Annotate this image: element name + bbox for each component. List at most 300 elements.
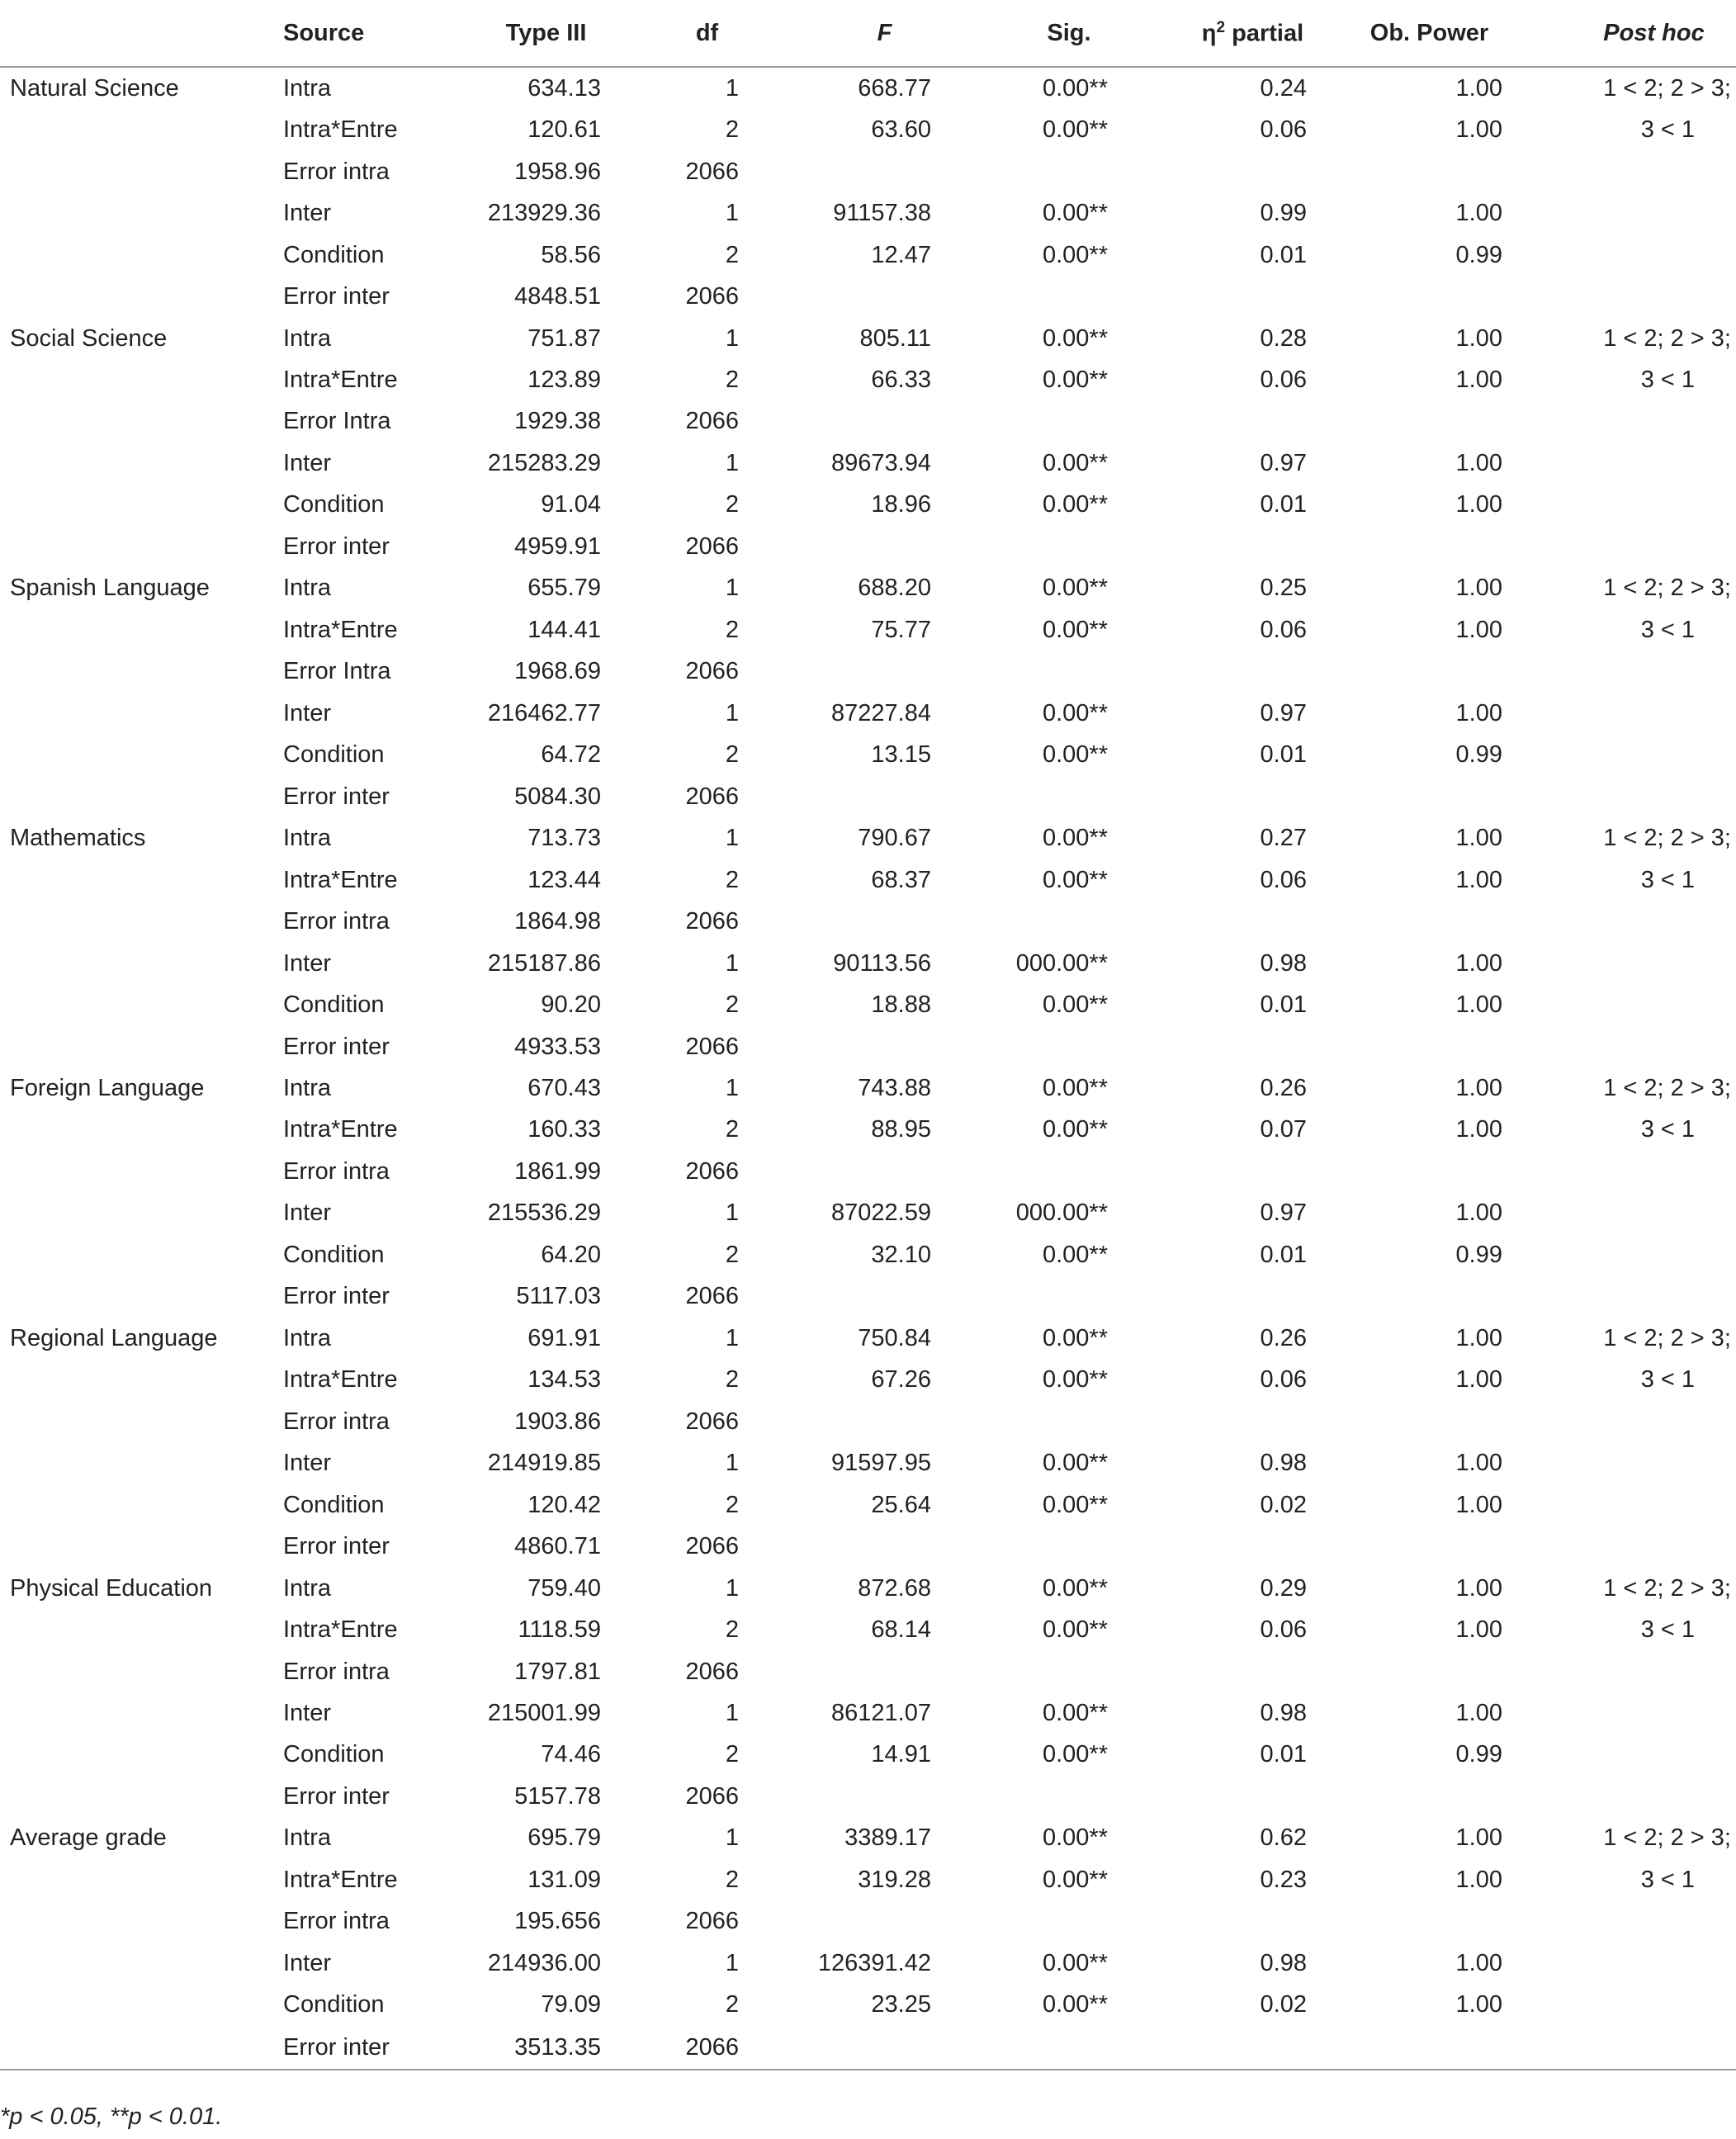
sig-cell — [931, 1651, 1108, 1692]
source-cell: Intra — [283, 1574, 332, 1602]
observed-power-cell — [1307, 1401, 1502, 1442]
observed-power-cell: 1.00 — [1455, 1866, 1502, 1893]
observed-power-cell: 1.00 — [1455, 200, 1502, 227]
type-iii-cell: 120.61 — [527, 116, 601, 144]
eta-partial-cell — [1108, 901, 1307, 942]
subject-cell — [0, 609, 283, 651]
eta-partial-cell: 0.28 — [1260, 324, 1307, 352]
subject-cell — [0, 1193, 283, 1234]
eta-partial-cell: 0.06 — [1260, 1616, 1307, 1644]
sig-cell: 0.00** — [1042, 200, 1108, 227]
df-cell: 1 — [725, 825, 739, 852]
df-cell: 1 — [725, 74, 739, 102]
source-cell: Condition — [283, 741, 385, 769]
subject-cell — [0, 859, 283, 901]
header-eta-partial — [1108, 0, 1307, 67]
source-cell: Intra — [283, 324, 332, 352]
header-subject — [0, 0, 283, 67]
table-row — [0, 526, 1736, 567]
df-cell: 2066 — [685, 908, 739, 935]
table-row — [0, 109, 1736, 150]
post-hoc-cell — [1502, 1442, 1736, 1484]
table-row — [0, 1859, 1736, 1900]
observed-power-cell: 1.00 — [1455, 616, 1502, 643]
post-hoc-cell — [1502, 1818, 1736, 1859]
f-cell: 90113.56 — [833, 949, 931, 977]
source-cell: Error intra — [283, 1908, 390, 1935]
sig-cell: 0.00** — [1042, 699, 1108, 726]
observed-power-cell: 1.00 — [1455, 74, 1502, 102]
eta-partial-cell: 0.98 — [1260, 1700, 1307, 1727]
sig-cell: 0.00** — [1042, 825, 1108, 852]
post-hoc-cell — [1502, 318, 1736, 359]
df-cell: 1 — [725, 575, 739, 602]
type-iii-cell: 213929.36 — [487, 200, 601, 227]
subject-cell — [0, 1401, 283, 1442]
source-cell: Condition — [283, 241, 385, 268]
post-hoc-cell — [1502, 817, 1736, 859]
table-row — [0, 1985, 1736, 2026]
df-cell: 2 — [725, 1616, 739, 1644]
f-cell — [739, 1901, 931, 1943]
post-hoc-cell — [1502, 359, 1736, 400]
post-hoc-line-2: 3 < 1 — [1640, 616, 1695, 643]
eta-partial-cell — [1108, 526, 1307, 567]
header-type-iii: Type III — [409, 0, 601, 67]
table-footnote: *p < 0.05, **p < 0.01. — [0, 2104, 223, 2130]
df-cell: 2066 — [685, 1533, 739, 1560]
source-cell: Error intra — [283, 908, 390, 935]
df-cell: 2 — [725, 491, 739, 518]
f-cell: 14.91 — [871, 1741, 931, 1768]
df-cell: 2066 — [685, 532, 739, 560]
type-iii-cell: 1861.99 — [514, 1157, 601, 1185]
sig-cell — [931, 1151, 1108, 1192]
table-row — [0, 1734, 1736, 1776]
df-cell: 2066 — [685, 658, 739, 685]
post-hoc-cell — [1502, 1360, 1736, 1401]
table-row — [0, 318, 1736, 359]
source-cell: Condition — [283, 1491, 385, 1518]
eta-partial-cell — [1108, 151, 1307, 192]
subject-cell — [0, 1734, 283, 1776]
source-cell: Inter — [283, 1700, 332, 1727]
f-cell — [739, 1526, 931, 1567]
source-cell: Error Intra — [283, 408, 391, 435]
type-iii-cell: 1968.69 — [514, 658, 601, 685]
sig-cell: 0.00** — [1042, 575, 1108, 602]
df-cell: 2066 — [685, 408, 739, 435]
type-iii-cell: 5157.78 — [514, 1782, 601, 1810]
eta-partial-cell: 0.97 — [1260, 699, 1307, 726]
eta-partial-cell: 0.26 — [1260, 1074, 1307, 1101]
post-hoc-line-2: 3 < 1 — [1640, 1116, 1695, 1143]
table-row — [0, 1151, 1736, 1192]
header-post-hoc: Post hoc — [1502, 0, 1736, 67]
f-cell — [739, 1776, 931, 1817]
table-row — [0, 901, 1736, 942]
eta-partial-cell: 0.01 — [1260, 1241, 1307, 1268]
f-cell: 23.25 — [871, 1991, 931, 2018]
subject-cell — [0, 943, 283, 984]
source-cell: Intra — [283, 1324, 332, 1351]
observed-power-cell — [1307, 276, 1502, 317]
type-iii-cell: 90.20 — [541, 991, 601, 1019]
post-hoc-line-2: 3 < 1 — [1640, 367, 1695, 394]
f-cell — [739, 151, 931, 192]
eta-partial-cell: 0.06 — [1260, 1366, 1307, 1394]
f-cell — [739, 901, 931, 942]
sig-cell — [931, 1401, 1108, 1442]
header-df: df — [601, 0, 739, 67]
source-cell: Intra*Entre — [283, 1616, 398, 1644]
df-cell: 1 — [725, 200, 739, 227]
subject-cell: Natural Science — [10, 74, 179, 102]
subject-cell — [0, 1151, 283, 1192]
df-cell: 1 — [725, 1574, 739, 1602]
table-row — [0, 943, 1736, 984]
subject-cell — [0, 693, 283, 734]
table-row — [0, 1067, 1736, 1109]
subject-cell: Social Science — [10, 324, 168, 352]
df-cell: 1 — [725, 1324, 739, 1351]
type-iii-cell: 58.56 — [541, 241, 601, 268]
table-row — [0, 1234, 1736, 1275]
df-cell: 2 — [725, 1866, 739, 1893]
type-iii-cell: 120.42 — [527, 1491, 601, 1518]
subject-cell — [0, 276, 283, 317]
f-cell: 18.96 — [871, 491, 931, 518]
df-cell: 1 — [725, 1450, 739, 1477]
type-iii-cell: 64.72 — [541, 741, 601, 769]
subject-cell — [0, 151, 283, 192]
post-hoc-cell — [1502, 1401, 1736, 1442]
sig-cell: 000.00** — [1015, 1200, 1108, 1227]
sig-cell: 0.00** — [1042, 1116, 1108, 1143]
df-cell: 2066 — [685, 1782, 739, 1810]
observed-power-cell: 0.99 — [1455, 241, 1502, 268]
post-hoc-cell — [1502, 67, 1736, 109]
table-row — [0, 1818, 1736, 1859]
eta-partial-cell: 0.01 — [1260, 491, 1307, 518]
eta-partial-cell: 0.01 — [1260, 991, 1307, 1019]
subject-cell — [0, 1859, 283, 1900]
sig-cell: 0.00** — [1042, 74, 1108, 102]
subject-cell — [0, 1985, 283, 2026]
eta-partial-cell: 0.25 — [1260, 575, 1307, 602]
type-iii-cell: 1118.59 — [518, 1616, 601, 1644]
post-hoc-cell — [1502, 735, 1736, 776]
table-row — [0, 1193, 1736, 1234]
type-iii-cell: 64.20 — [541, 1241, 601, 1268]
subject-cell — [0, 1026, 283, 1067]
f-cell: 743.88 — [858, 1074, 931, 1101]
type-iii-cell: 214919.85 — [487, 1450, 601, 1477]
observed-power-cell — [1307, 776, 1502, 817]
observed-power-cell: 1.00 — [1455, 1450, 1502, 1477]
sig-cell: 0.00** — [1042, 1949, 1108, 1976]
observed-power-cell — [1307, 1901, 1502, 1943]
type-iii-cell: 4848.51 — [514, 283, 601, 310]
df-cell: 2 — [725, 241, 739, 268]
subject-cell — [0, 192, 283, 234]
subject-cell — [0, 401, 283, 442]
sig-cell: 0.00** — [1042, 1491, 1108, 1518]
subject-cell — [0, 776, 283, 817]
eta-partial-cell — [1108, 401, 1307, 442]
eta-partial-cell — [1108, 1276, 1307, 1318]
post-hoc-cell — [1502, 1234, 1736, 1275]
df-cell: 2 — [725, 116, 739, 144]
type-iii-cell: 1929.38 — [514, 408, 601, 435]
sig-cell: 0.00** — [1042, 1074, 1108, 1101]
observed-power-cell — [1307, 1276, 1502, 1318]
f-cell — [739, 1651, 931, 1692]
sig-cell — [931, 1526, 1108, 1567]
observed-power-cell: 1.00 — [1455, 1616, 1502, 1644]
f-cell — [739, 526, 931, 567]
table-row — [0, 1526, 1736, 1567]
post-hoc-line-1: 1 < 2; 2 > 3; — [1603, 825, 1731, 852]
source-cell: Intra*Entre — [283, 1866, 398, 1893]
post-hoc-cell — [1502, 568, 1736, 609]
source-cell: Intra*Entre — [283, 866, 398, 893]
eta-partial-cell: 0.97 — [1260, 449, 1307, 476]
observed-power-cell — [1307, 151, 1502, 192]
df-cell: 1 — [725, 324, 739, 352]
source-cell: Condition — [283, 991, 385, 1019]
f-cell: 89673.94 — [831, 449, 931, 476]
eta-partial-cell — [1108, 2026, 1307, 2070]
observed-power-cell: 1.00 — [1455, 1116, 1502, 1143]
table-header — [0, 0, 1736, 67]
post-hoc-cell — [1502, 192, 1736, 234]
subject-cell — [0, 442, 283, 484]
f-cell: 126391.42 — [817, 1949, 931, 1976]
f-cell: 68.37 — [871, 866, 931, 893]
f-cell: 66.33 — [871, 367, 931, 394]
table-row — [0, 984, 1736, 1025]
source-cell: Error inter — [283, 1283, 390, 1310]
table-row — [0, 1318, 1736, 1359]
eta-partial-cell: 0.62 — [1260, 1824, 1307, 1852]
df-cell: 2066 — [601, 2026, 739, 2070]
sig-cell: 0.00** — [1042, 1366, 1108, 1394]
sig-cell — [931, 2026, 1108, 2070]
source-cell: Inter — [283, 1949, 332, 1976]
observed-power-cell — [1307, 2026, 1502, 2070]
observed-power-cell — [1307, 1151, 1502, 1192]
sig-cell: 0.00** — [1042, 1616, 1108, 1644]
eta-partial-cell — [1108, 1151, 1307, 1192]
subject-cell — [0, 901, 283, 942]
post-hoc-line-1: 1 < 2; 2 > 3; — [1603, 1324, 1731, 1351]
f-cell: 91157.38 — [833, 200, 931, 227]
df-cell: 2 — [725, 1366, 739, 1394]
source-cell: Inter — [283, 449, 332, 476]
sig-cell: 0.00** — [1042, 367, 1108, 394]
df-cell: 2066 — [685, 1658, 739, 1685]
f-cell: 3389.17 — [844, 1824, 931, 1852]
header-observed-power: Ob. Power — [1307, 0, 1502, 67]
observed-power-cell: 1.00 — [1455, 1074, 1502, 1101]
df-cell: 2 — [725, 741, 739, 769]
post-hoc-cell — [1502, 1484, 1736, 1526]
eta-partial-cell: 0.01 — [1260, 1741, 1307, 1768]
table-row — [0, 568, 1736, 609]
type-iii-cell: 713.73 — [527, 825, 601, 852]
type-iii-cell: 759.40 — [527, 1574, 601, 1602]
post-hoc-line-1: 1 < 2; 2 > 3; — [1603, 74, 1731, 102]
type-iii-cell: 216462.77 — [487, 699, 601, 726]
table-row — [0, 1442, 1736, 1484]
source-cell: Condition — [283, 491, 385, 518]
f-cell: 87022.59 — [831, 1200, 931, 1227]
sig-cell — [931, 1776, 1108, 1817]
subject-cell — [0, 359, 283, 400]
post-hoc-cell — [1502, 1901, 1736, 1943]
source-cell: Intra*Entre — [283, 116, 398, 144]
eta-partial-cell: 0.24 — [1260, 74, 1307, 102]
table-row — [0, 359, 1736, 400]
sig-cell — [931, 1276, 1108, 1318]
source-cell: Intra — [283, 1824, 332, 1852]
eta-partial-cell: 0.98 — [1260, 949, 1307, 977]
post-hoc-line-1: 1 < 2; 2 > 3; — [1603, 1574, 1731, 1602]
sig-cell: 0.00** — [1042, 1324, 1108, 1351]
table-row — [0, 859, 1736, 901]
post-hoc-cell — [1502, 984, 1736, 1025]
type-iii-cell: 131.09 — [527, 1866, 601, 1893]
type-iii-cell: 215283.29 — [487, 449, 601, 476]
df-cell: 2066 — [685, 158, 739, 185]
observed-power-cell: 1.00 — [1455, 324, 1502, 352]
f-cell: 25.64 — [871, 1491, 931, 1518]
observed-power-cell: 1.00 — [1455, 1949, 1502, 1976]
header-sig: Sig. — [931, 0, 1108, 67]
source-cell: Condition — [283, 1741, 385, 1768]
f-cell: 13.15 — [871, 741, 931, 769]
df-cell: 1 — [725, 1200, 739, 1227]
df-cell: 2066 — [685, 1408, 739, 1435]
post-hoc-cell — [1502, 401, 1736, 442]
post-hoc-cell — [1502, 609, 1736, 651]
post-hoc-cell — [1502, 442, 1736, 484]
post-hoc-cell — [1502, 1568, 1736, 1609]
observed-power-cell: 1.00 — [1455, 1574, 1502, 1602]
post-hoc-cell — [1502, 901, 1736, 942]
source-cell: Inter — [283, 699, 332, 726]
type-iii-cell: 670.43 — [527, 1074, 601, 1101]
table-row — [0, 1568, 1736, 1609]
type-iii-cell: 751.87 — [527, 324, 601, 352]
f-cell — [739, 1401, 931, 1442]
df-cell: 2 — [725, 1741, 739, 1768]
f-cell: 68.14 — [871, 1616, 931, 1644]
sig-cell: 000.00** — [1015, 949, 1108, 977]
table-row — [0, 1110, 1736, 1151]
observed-power-cell — [1307, 901, 1502, 942]
source-cell: Error intra — [283, 1157, 390, 1185]
post-hoc-cell — [1502, 1776, 1736, 1817]
observed-power-cell: 1.00 — [1455, 367, 1502, 394]
observed-power-cell — [1307, 1026, 1502, 1067]
f-cell: 63.60 — [871, 116, 931, 144]
subject-cell — [0, 1776, 283, 1817]
post-hoc-cell — [1502, 1151, 1736, 1192]
sig-cell: 0.00** — [1042, 241, 1108, 268]
eta-partial-cell — [1108, 276, 1307, 317]
subject-cell — [0, 1442, 283, 1484]
observed-power-cell: 1.00 — [1455, 1200, 1502, 1227]
post-hoc-cell — [1502, 151, 1736, 192]
source-cell: Error inter — [283, 1782, 390, 1810]
table-row — [0, 609, 1736, 651]
source-cell: Error inter — [283, 532, 390, 560]
sig-cell: 0.00** — [1042, 324, 1108, 352]
type-iii-cell: 3513.35 — [409, 2026, 601, 2070]
sig-cell: 0.00** — [1042, 449, 1108, 476]
type-iii-cell: 695.79 — [527, 1824, 601, 1852]
sig-cell: 0.00** — [1042, 616, 1108, 643]
sig-cell: 0.00** — [1042, 1574, 1108, 1602]
df-cell: 2 — [725, 1491, 739, 1518]
post-hoc-line-2: 3 < 1 — [1640, 1866, 1695, 1893]
subject-cell — [0, 984, 283, 1025]
type-iii-cell: 5084.30 — [514, 783, 601, 810]
f-cell — [739, 1276, 931, 1318]
source-cell: Intra — [283, 1074, 332, 1101]
f-cell: 805.11 — [859, 324, 931, 352]
table-row — [0, 1901, 1736, 1943]
sig-cell: 0.00** — [1042, 1450, 1108, 1477]
source-cell: Intra*Entre — [283, 616, 398, 643]
subject-cell — [0, 735, 283, 776]
eta-symbol: η — [1201, 20, 1217, 47]
eta-partial-cell: 0.06 — [1260, 116, 1307, 144]
source-cell: Error inter — [283, 1033, 390, 1060]
eta-partial-cell — [1108, 1526, 1307, 1567]
table-row — [0, 67, 1736, 109]
eta-partial-cell: 0.27 — [1260, 825, 1307, 852]
type-iii-cell: 79.09 — [541, 1991, 601, 2018]
df-cell: 1 — [725, 1949, 739, 1976]
observed-power-cell: 1.00 — [1455, 866, 1502, 893]
type-iii-cell: 1958.96 — [514, 158, 601, 185]
sig-cell — [931, 151, 1108, 192]
sig-cell: 0.00** — [1042, 1700, 1108, 1727]
observed-power-cell: 1.00 — [1455, 1991, 1502, 2018]
source-cell: Inter — [283, 1450, 332, 1477]
subject-cell — [0, 1234, 283, 1275]
source-cell: Condition — [283, 1241, 385, 1268]
subject-cell — [0, 1276, 283, 1318]
table-row — [0, 485, 1736, 526]
type-iii-cell: 215187.86 — [487, 949, 601, 977]
source-cell: Intra — [283, 825, 332, 852]
subject-cell — [0, 1526, 283, 1567]
post-hoc-cell — [1502, 109, 1736, 150]
eta-partial-cell: 0.06 — [1260, 616, 1307, 643]
observed-power-cell: 1.00 — [1455, 991, 1502, 1019]
observed-power-cell: 1.00 — [1455, 825, 1502, 852]
table-row — [0, 1609, 1736, 1650]
post-hoc-cell — [1502, 1276, 1736, 1318]
eta-partial-cell — [1108, 1401, 1307, 1442]
eta-partial-cell — [1108, 1651, 1307, 1692]
post-hoc-line-2: 3 < 1 — [1640, 116, 1695, 144]
table-row — [0, 401, 1736, 442]
